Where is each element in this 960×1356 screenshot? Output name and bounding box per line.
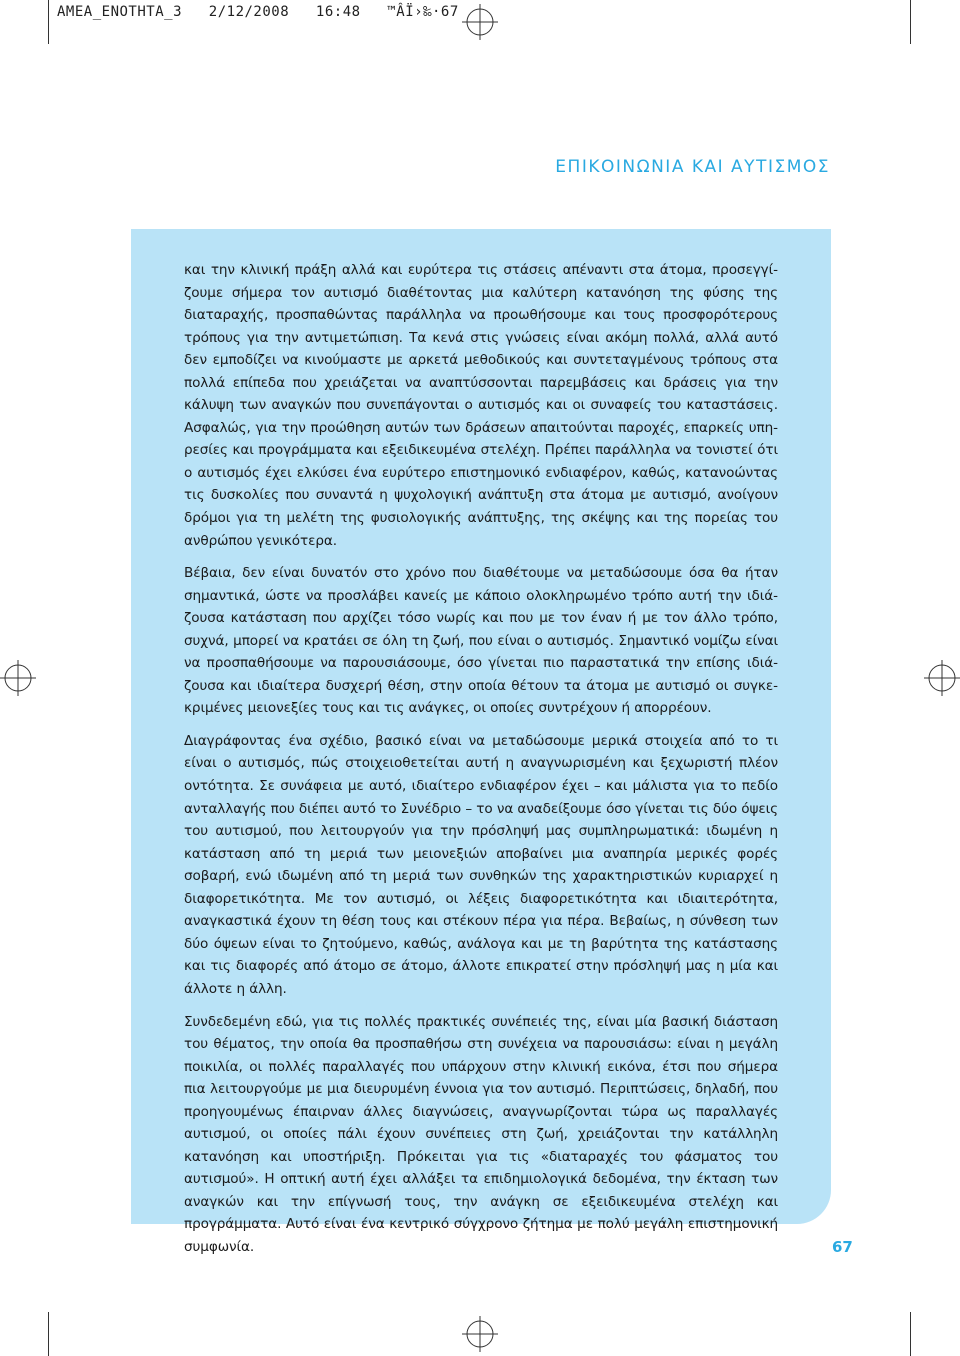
paragraph-1: και την κλινική πράξη αλλά και ευρύτερα τις στάσεις απέναντι στα άτομα, προσεγγίζουμε σήμερα τον αυτισμό διαθέτοντας μια καλύτερη κατανόηση της φύσης της διαταραχής, προσπαθώντας παράλληλα να προωθήσουμε και τους προσφορότερους τρόπους για την αντιμετώπιση. Τα κενά στις γνώσεις είναι ακόμη πολλά, αλλά αυτό δεν εμποδίζει να κινούμαστε με αρκετά μεθοδικούς και συντεταγμένους τρόπους στα πολλά επίπεδα που χρειάζεται να αναπτύσσονται παρεμβάσεις και δράσεις για την κάλυψη των αναγκών που συνεπάγονται ο αυτισμός και οι συναφείς του καταστάσεις. Ασφαλώς, για την προώθηση αυτών των δράσεων απαιτούνται παροχές, επαρκείς υπηρεσίες και προγράμματα και εξειδικευμένα στελέχη. Πρέπει παράλληλα να τονιστεί ότι ο αυτισμός έχει ελκύσει ένα ευρύτερο επιστημονικό ενδιαφέρον, καθώς, κατανοώντας τις δυσκολίες που συναντά η ψυχολογική ανάπτυξη στα άτομα με αυτισμό, ανοίγουν δρόμοι για τη μελέτη της φυσιολογικής ανάπτυξης, της σκέψης και της πορείας του ανθρώπου γενικότερα. bbox=[184, 262, 778, 549]
paragraph-2: Βέβαια, δεν είναι δυνατόν στο χρόνο που διαθέτουμε να μεταδώσουμε όσα θα ήταν σημαντικά, ώστε να προσλάβει κανείς με κάποιο ολοκληρωμένο τρόπο αυτή την ιδιάζουσα κατάσταση που αρχίζει τόσο νωρίς και που με τον έναν ή με τον άλλο τρόπο, συχνά, μπορεί να κρατάει σε όλη τη ζωή, που είναι ο αυτισμός. Σημαντικό νομίζω είναι να προσπαθήσουμε να παρουσιάσουμε, όσο γίνεται πιο παραστατικά την επίσης ιδιάζουσα και ιδιαίτερα δυσχερή θέση, στην οποία θέτουν τα άτομα με αυτισμό οι συγκεκριμένες μειονεξίες τους και τις ανάγκες, οι οποίες συντρέχουν ή απορρέουν. bbox=[184, 565, 778, 717]
crop-mark-bottom-left bbox=[48, 1312, 49, 1356]
paragraph-3: Διαγράφοντας ένα σχέδιο, βασικό είναι να μεταδώσουμε μερικά στοιχεία από το τι είναι ο αυτισμός, πώς στοιχειοθετείται αυτή η αναγνωρισμένη και ξεχωριστή πλέον οντότητα. Σε συνάφεια με αυτό, ιδιαίτερο ενδιαφέρον έχει – και μάλιστα για το πεδίο ανταλλαγής που διέπει αυτό το Συνέδριο – το να αναδείξουμε όσο γίνεται τις δύο όψεις του αυτισμού, που λειτουργούν για την πρόσληψή μας συμπληρωματικά: ιδωμένη η κατάσταση από τη μεριά των μειονεξιών αποβαίνει μια αναπηρία μερικές φορές σοβαρή, ενώ ιδωμένη από τη μεριά των συνθηκών της χαρακτηριστικών κυριαρχεί η διαφορετικότητα. Με τον αυτισμό, οι λέξεις διαφορετικότητα και ιδιαιτερότητα, αναγκαστικά έχουν τη θέση τους και στέκουν πέρα για πέρα. Βεβαίως, η σύνθεση των δύο όψεων είναι το ζητούμενο, καθώς, ανάλογα και με τη βαρύτητα της κατάστασης και τις διαφορές από άτομο σε άτομο, άλλοτε επικρατεί στην πρόσληψή μας η μία και άλλοτε η άλλη. bbox=[184, 732, 778, 997]
registration-mark-top bbox=[462, 4, 498, 40]
print-slug: AMEA_ENOTHTA_3 2/12/2008 16:48 ™ÂÏ›‰·67 bbox=[57, 4, 459, 20]
body-text bbox=[184, 259, 778, 1269]
crop-mark-top-left bbox=[48, 0, 49, 44]
crop-mark-bottom-right bbox=[910, 1312, 911, 1356]
registration-mark-bottom bbox=[462, 1316, 498, 1352]
page-number: 67 bbox=[832, 1238, 853, 1256]
running-header: ΕΠΙΚΟΙΝΩΝΙΑ ΚΑΙ ΑΥΤΙΣΜΟΣ bbox=[555, 157, 830, 177]
registration-mark-right bbox=[924, 660, 960, 696]
paragraph-4: Συνδεδεμένη εδώ, για τις πολλές πρακτικές συνέπειές της, είναι μία βασική διάσταση του θέματος, την οποία θα προσπαθήσω στη συνέχεια να παρουσιάσω: είναι η μεγάλη ποικιλία, οι πολλές παραλλαγές που υπάρχουν στην κλινική εικόνα, έτσι που σήμερα πια λειτουργούμε με μια διευρυμένη έννοια για τον αυτισμό. Περιπτώσεις, δηλαδή, που προηγουμένως έπαιρναν άλλες διαγνώσεις, αναγνωρίζονται τώρα ως παραλλαγές αυτισμού, οι οποίες πάλι έχουν συνέπειες στη ζωή, χρειάζονται την κατάλληλη κατανόηση και υποστήριξη. Πρόκειται για τις «διαταραχές του φάσματος του αυτισμού». Η οπτική αυτή έχει αλλάξει τα επιδημιολογικά δεδομένα, την έκταση των αναγκών και την επίγνωσή τους, την ανάγκη σε εξειδικευμένα στελέχη και προγράμματα. Αυτό είναι ένα κεντρικό σύγχρονο ζήτημα με πολύ μεγάλη επιστημονική συμφωνία. bbox=[184, 1013, 778, 1255]
crop-mark-top-right bbox=[910, 0, 911, 44]
registration-mark-left bbox=[0, 660, 36, 696]
